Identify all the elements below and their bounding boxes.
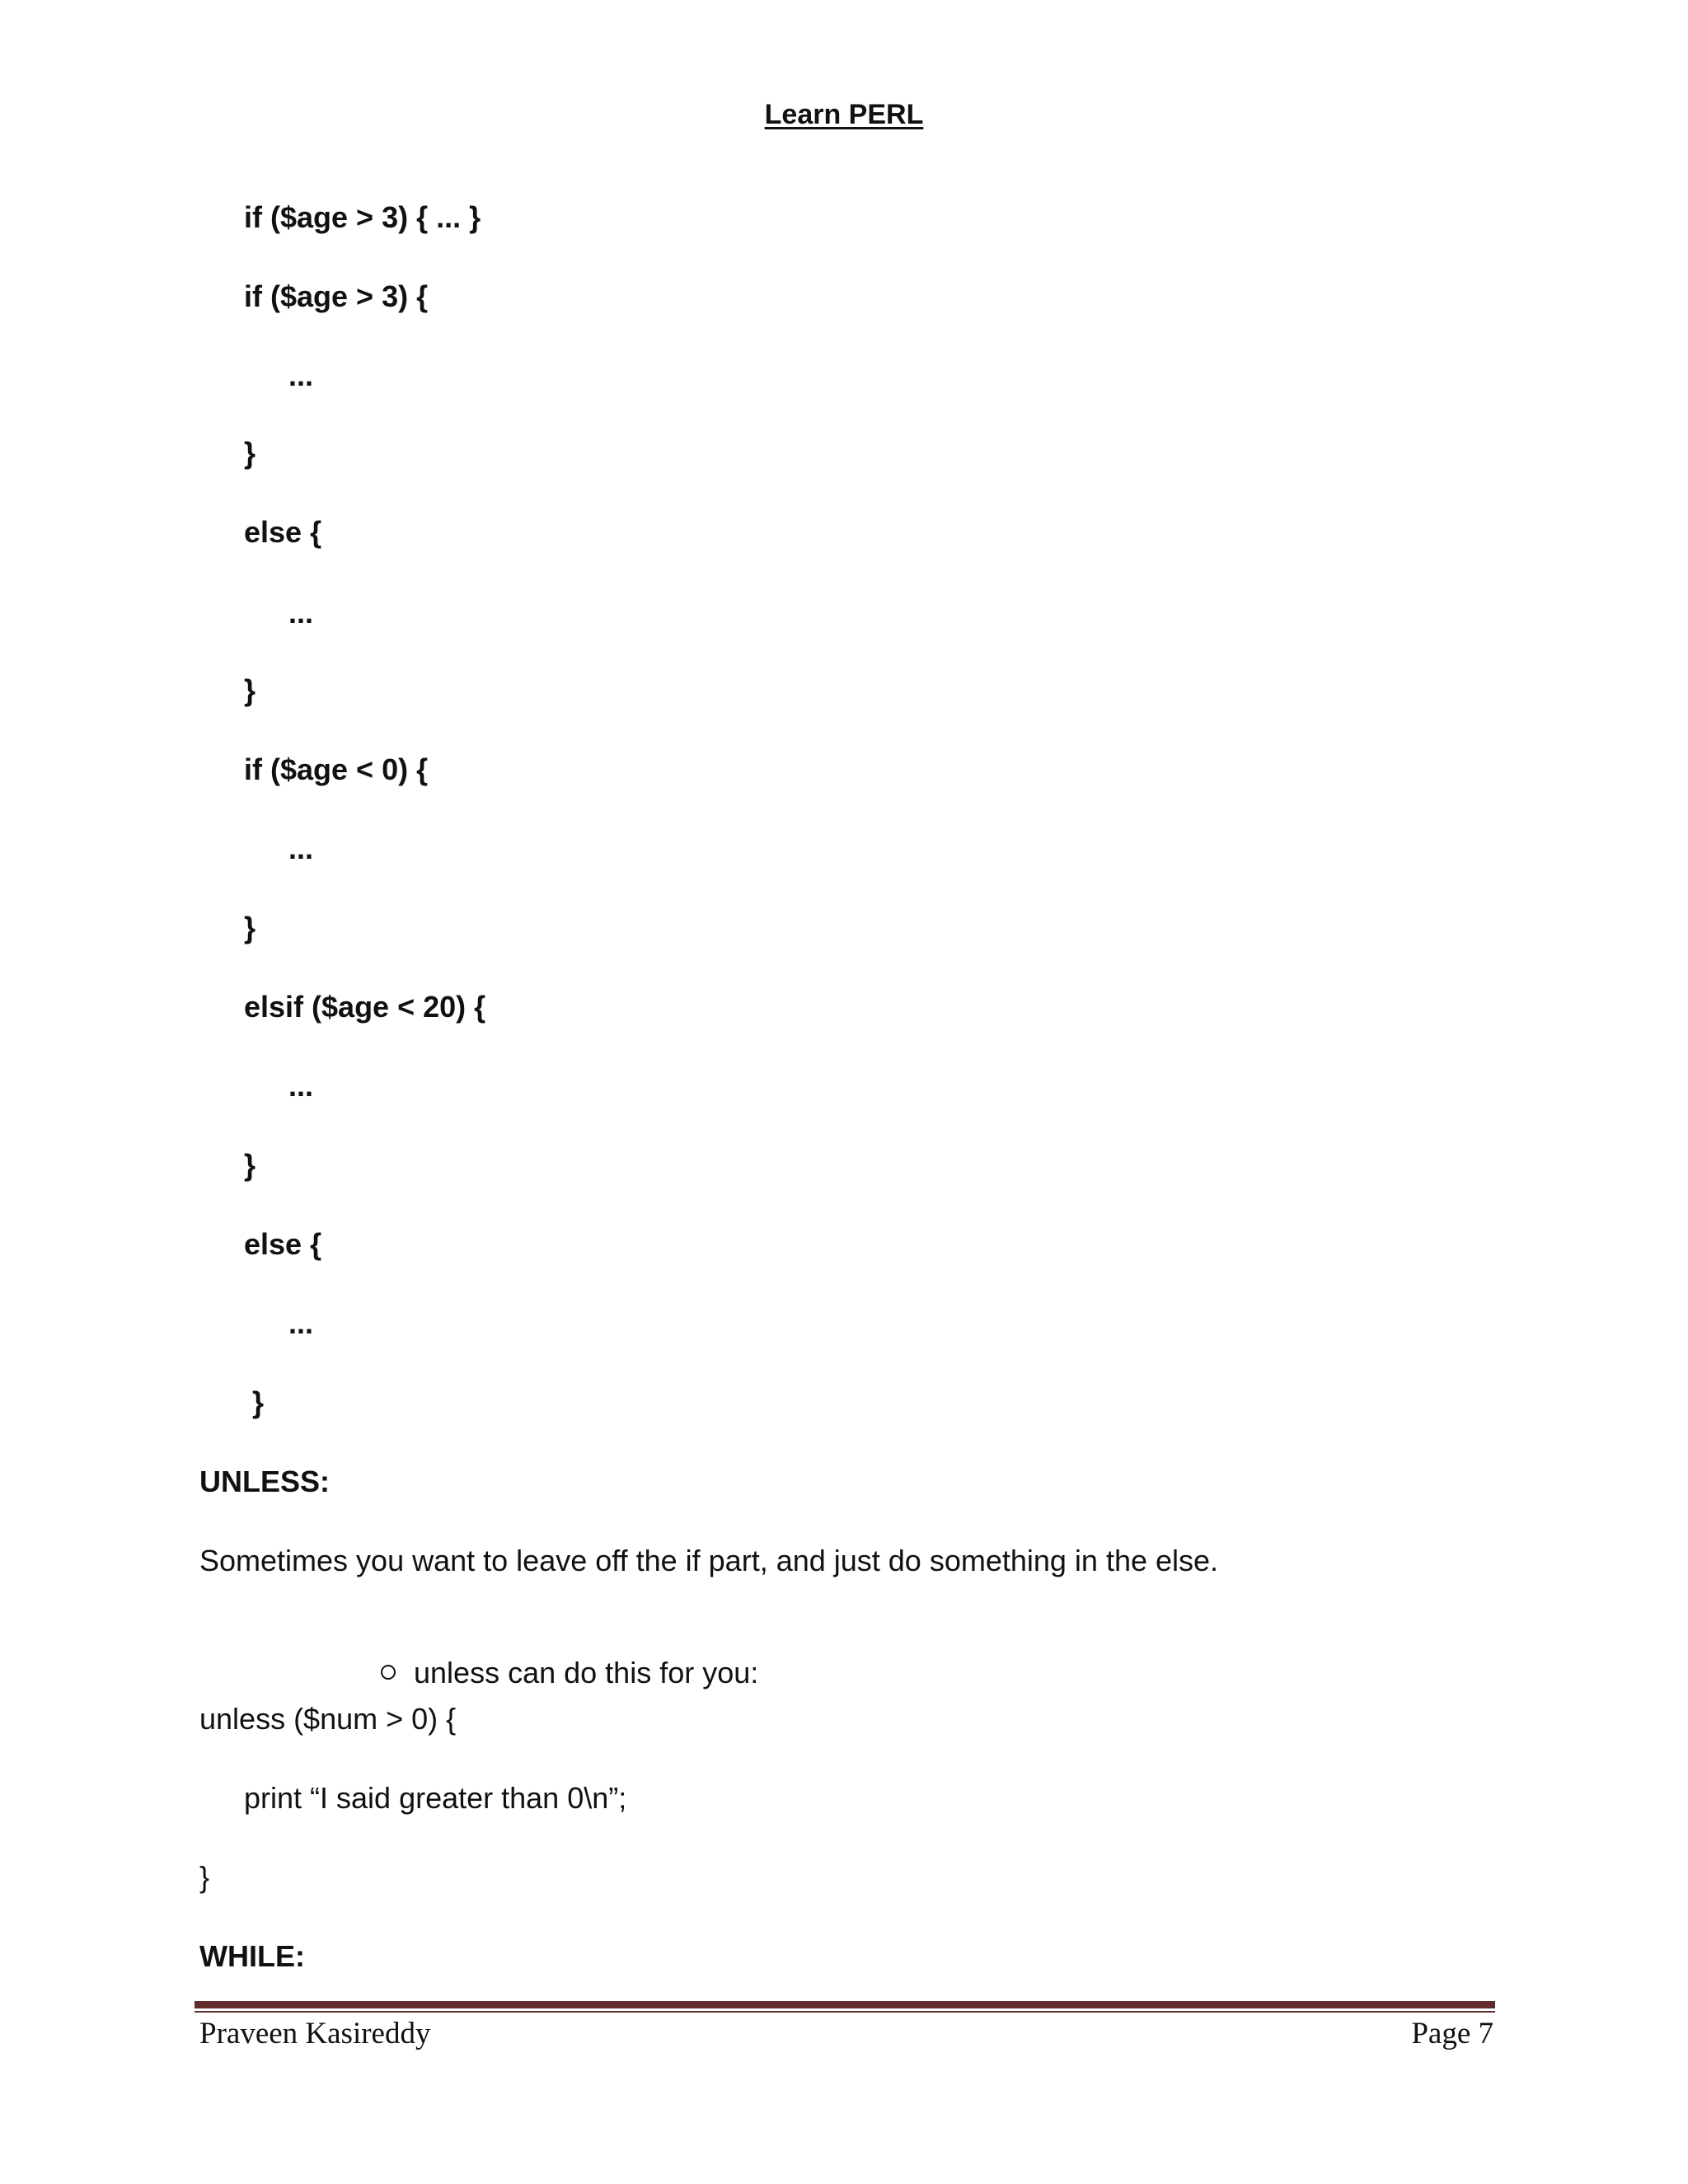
footer-divider	[195, 2001, 1495, 2008]
footer-author: Praveen Kasireddy	[199, 2017, 431, 2050]
footer-divider-thin	[195, 2011, 1495, 2013]
code-line: ...	[288, 596, 314, 630]
code-line: elsif ($age < 20) {	[244, 990, 486, 1024]
bullet-text: unless can do this for you:	[414, 1656, 759, 1690]
code-line: if ($age < 0) {	[244, 752, 429, 786]
paragraph: Sometimes you want to leave off the if part, and just do something in the else.	[199, 1544, 1219, 1577]
hollow-circle-bullet-icon	[381, 1665, 396, 1680]
code-line: ...	[288, 1306, 314, 1340]
section-heading-while: WHILE:	[199, 1939, 305, 1973]
code-line: if ($age > 3) {	[244, 279, 429, 313]
footer-page-number: Page 7	[1411, 2017, 1493, 2050]
code-line: print “I said greater than 0\n”;	[244, 1781, 627, 1815]
code-line: ...	[288, 359, 314, 392]
code-line: unless ($num > 0) {	[199, 1702, 457, 1736]
code-line: else {	[244, 1227, 322, 1261]
code-line: }	[244, 911, 256, 944]
code-line: ...	[288, 1069, 314, 1103]
code-line: if ($age > 3) { ... }	[244, 200, 481, 234]
page-title: Learn PERL	[764, 99, 924, 130]
code-line: else {	[244, 515, 322, 549]
code-line: }	[244, 436, 256, 470]
code-line: ...	[288, 832, 314, 865]
code-line: }	[244, 1148, 256, 1182]
code-line: }	[244, 673, 256, 707]
bullet-item	[364, 1624, 758, 1690]
code-line: }	[199, 1860, 210, 1894]
code-line: }	[252, 1385, 265, 1419]
section-heading-unless: UNLESS:	[199, 1465, 331, 1498]
